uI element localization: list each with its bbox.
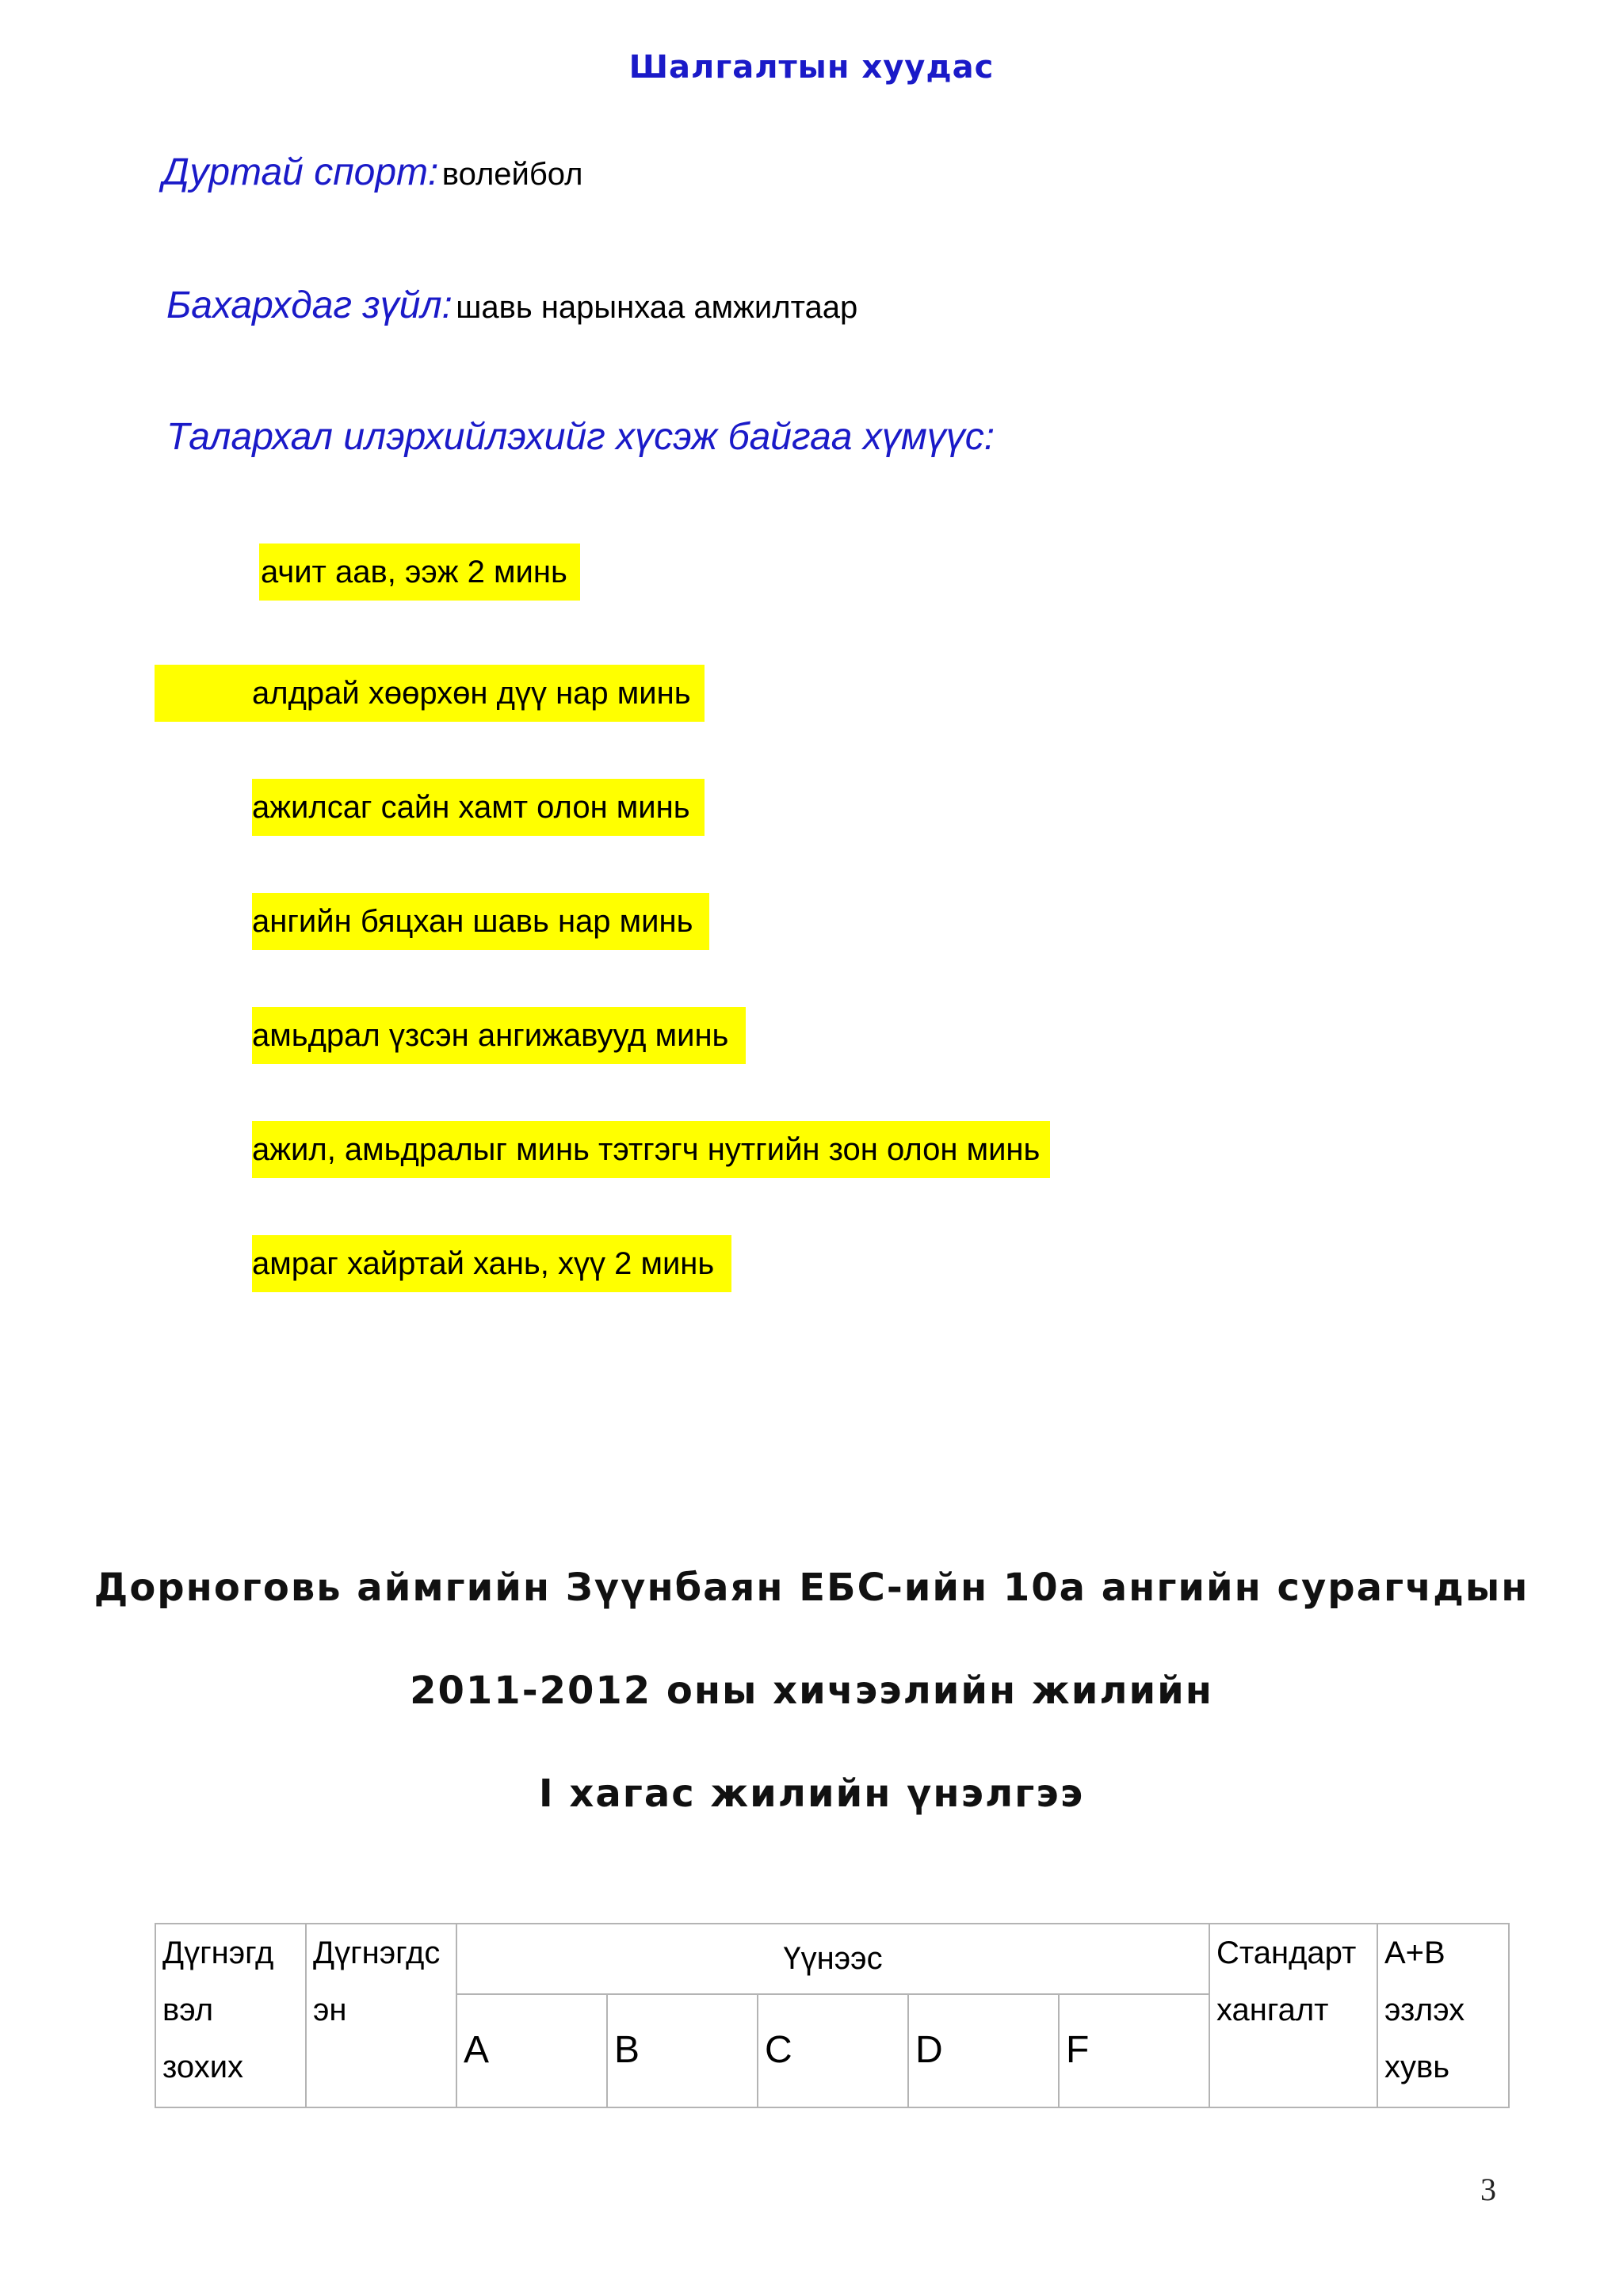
list-item: ажилсаг сайн хамт олон минь	[252, 779, 705, 836]
header-ab-percent: A+B эзлэх хувь	[1377, 1924, 1509, 2107]
list-item: ажил, амьдралыг минь тэтгэгч нутгийн зон олон минь	[252, 1132, 1041, 1167]
header-standard: Стандарт хангалт	[1209, 1924, 1377, 2107]
page-number: 3	[1480, 2172, 1496, 2207]
list-item: алдрай хөөрхөн дүү нар минь	[252, 676, 691, 711]
grade-b: B	[607, 1994, 758, 2107]
header-count: Дүгнэгдс эн	[306, 1924, 456, 2107]
list-item: ангийн бяцхан шавь нар минь	[252, 893, 709, 950]
thanks-field	[166, 415, 995, 459]
list-item: ачит аав, ээж 2 минь	[259, 543, 580, 601]
grade-table	[155, 1923, 1510, 2108]
pride-value: шавь нарынхаа амжилтаар	[456, 290, 858, 325]
list-item: амраг хайртай хань, хүү 2 минь	[252, 1235, 731, 1292]
page-header-title: Шалгалтын хуудас	[628, 49, 995, 86]
list-item: амьдрал үзсэн ангижавууд минь	[252, 1007, 746, 1064]
table-header-row	[155, 1924, 1509, 1994]
favorite-sport-value: волейбол	[441, 157, 583, 192]
grade-d: D	[908, 1994, 1059, 2107]
header-subject: Дүгнэгд вэл зохих	[155, 1924, 306, 2107]
grade-c: C	[758, 1994, 908, 2107]
favorite-sport-label: Дуртай спорт:	[162, 151, 439, 193]
pride-label: Бахархдаг зүйл:	[166, 284, 453, 326]
report-title-line-1: Дорноговь аймгийн Зүүнбаян ЕБС-ийн 10а ангийн сурагчдын	[94, 1566, 1529, 1610]
favorite-sport-field	[162, 151, 583, 194]
header-grades: Үүнээс	[456, 1924, 1209, 1994]
grade-f: F	[1059, 1994, 1209, 2107]
pride-field	[166, 284, 857, 327]
thanks-label: Талархал илэрхийлэхийг хүсэж байгаа хүмүүс:	[166, 416, 995, 458]
report-title-line-3: I хагас жилийн үнэлгээ	[538, 1772, 1085, 1816]
grade-a: A	[456, 1994, 607, 2107]
report-title-line-2: 2011-2012 оны хичээлийн жилийн	[410, 1669, 1213, 1713]
